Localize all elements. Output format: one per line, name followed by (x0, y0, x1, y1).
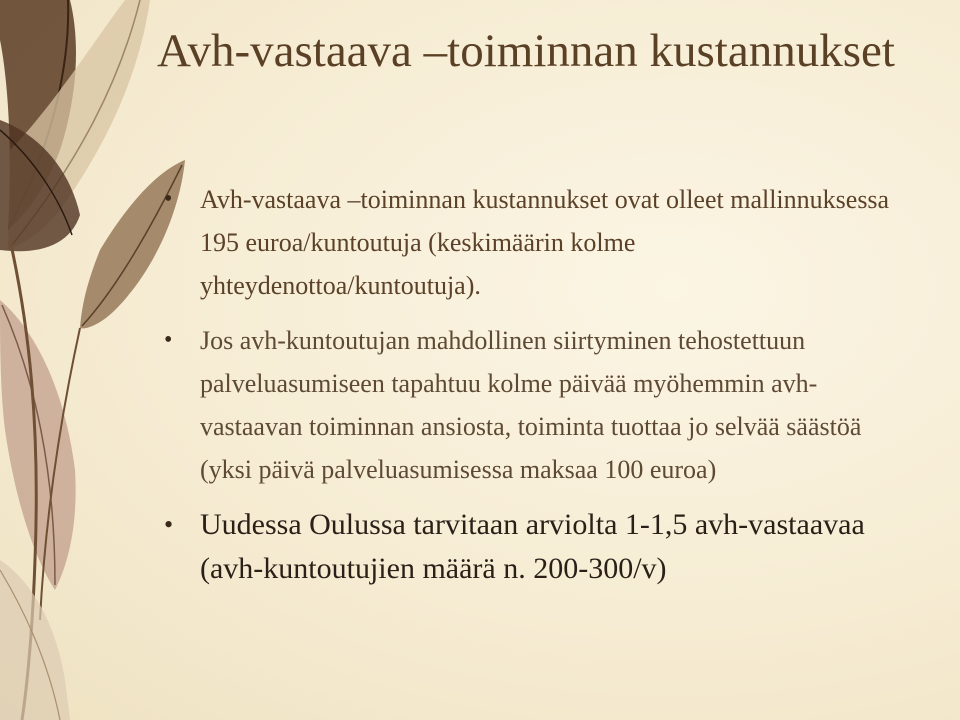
bullet-text: Uudessa Oulussa tarvitaan arviolta 1-1,5 avh-vastaavaa (avh-kuntoutujien määrä n. 200-300/v) (200, 508, 865, 585)
bullet-item (164, 319, 890, 491)
bullet-dot-icon: • (164, 510, 174, 539)
bullet-dot-icon: • (164, 186, 173, 212)
bullet-item (164, 178, 890, 307)
bullet-list (164, 178, 890, 591)
dried-leaves-icon (0, 0, 220, 720)
bullet-text: Jos avh-kuntoutujan mahdollinen siirtyminen tehostettuun palveluasumiseen tapahtuu kolme päivää myöhemmin avh-vastaavan toiminnan ansiosta, toiminta tuottaa jo selvää säästöä (yksi päivä palveluasumisessa maksaa 100 euroa) (200, 326, 862, 484)
slide-title: Avh-vastaava –toiminnan kustannukset (157, 25, 895, 77)
bullet-text: Avh-vastaava –toiminnan kustannukset ovat olleet mallinnuksessa 195 euroa/kuntoutuja (keskimäärin kolme yhteydenottoa/kuntoutuja). (200, 185, 890, 300)
bullet-dot-icon: • (164, 327, 173, 353)
bullet-item (164, 503, 890, 591)
